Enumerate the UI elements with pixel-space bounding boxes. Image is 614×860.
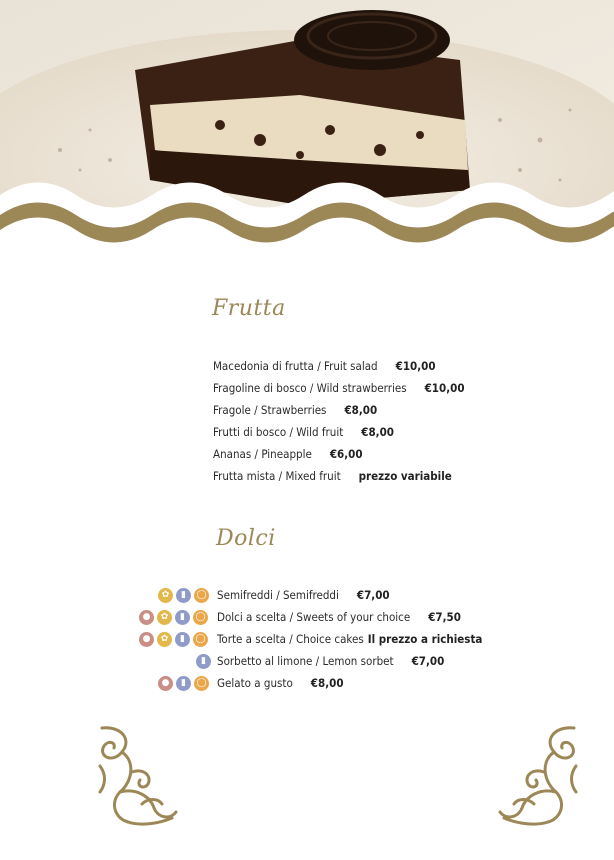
nut-icon: ● — [139, 632, 154, 647]
milk-icon: ▮ — [175, 610, 190, 625]
item-price: Il prezzo a richiesta — [367, 632, 483, 646]
item-name: Fragoline di bosco / Wild strawberries — [213, 381, 407, 395]
menu-item — [213, 447, 363, 461]
item-name: Ananas / Pineapple — [213, 447, 312, 461]
item-price: €10,00 — [424, 381, 465, 395]
item-price: €8,00 — [310, 676, 344, 690]
milk-icon: ▮ — [175, 632, 190, 647]
gluten-icon: ✿ — [157, 610, 172, 625]
item-name: Semifreddi / Semifreddi — [217, 588, 339, 602]
item-name: Torte a scelta / Choice cakes — [217, 632, 364, 646]
item-name: Dolci a scelta / Sweets of your choice — [217, 610, 411, 624]
item-price: €8,00 — [361, 425, 394, 439]
item-name: Fragole / Strawberries — [213, 403, 327, 417]
egg-icon: ◯ — [193, 632, 208, 647]
allergen-icons — [196, 654, 211, 669]
menu-item — [213, 403, 377, 417]
baroque-ornament-left — [92, 722, 182, 830]
item-price: €7,50 — [428, 610, 461, 624]
menu-item — [217, 654, 444, 668]
item-price: €6,00 — [329, 447, 363, 461]
allergen-icons — [158, 676, 209, 691]
gluten-icon: ✿ — [157, 632, 172, 647]
menu-item — [213, 381, 465, 395]
milk-icon: ▮ — [176, 676, 191, 691]
baroque-ornament-right — [494, 722, 584, 830]
gluten-icon: ✿ — [158, 588, 173, 603]
egg-icon: ◯ — [194, 676, 209, 691]
egg-icon: ◯ — [193, 610, 208, 625]
item-price: €7,00 — [356, 588, 390, 602]
egg-icon: ◯ — [194, 588, 209, 603]
allergen-icons — [158, 588, 209, 603]
menu-item — [213, 359, 436, 373]
item-name: Sorbetto al limone / Lemon sorbet — [217, 654, 394, 668]
milk-icon: ▮ — [196, 654, 211, 669]
menu-item — [217, 610, 461, 624]
menu-item — [217, 676, 344, 690]
item-name: Gelato a gusto — [217, 676, 293, 690]
hero-photo — [0, 0, 614, 250]
nut-icon: ● — [158, 676, 173, 691]
item-price: €10,00 — [395, 359, 436, 373]
item-price: €7,00 — [411, 654, 445, 668]
item-name: Macedonia di frutta / Fruit salad — [213, 359, 378, 373]
allergen-icons — [139, 610, 208, 625]
menu-item — [213, 425, 394, 439]
allergen-icons — [139, 632, 208, 647]
item-price: prezzo variabile — [358, 469, 452, 483]
item-price: €8,00 — [344, 403, 378, 417]
item-name: Frutta mista / Mixed fruit — [213, 469, 341, 483]
nut-icon: ● — [139, 610, 154, 625]
menu-item — [217, 632, 482, 646]
menu-item — [213, 469, 452, 483]
milk-icon: ▮ — [176, 588, 191, 603]
section-title-dolci: Dolci — [216, 526, 276, 551]
item-name: Frutti di bosco / Wild fruit — [213, 425, 344, 439]
menu-item — [217, 588, 390, 602]
section-title-frutta: Frutta — [212, 296, 286, 321]
